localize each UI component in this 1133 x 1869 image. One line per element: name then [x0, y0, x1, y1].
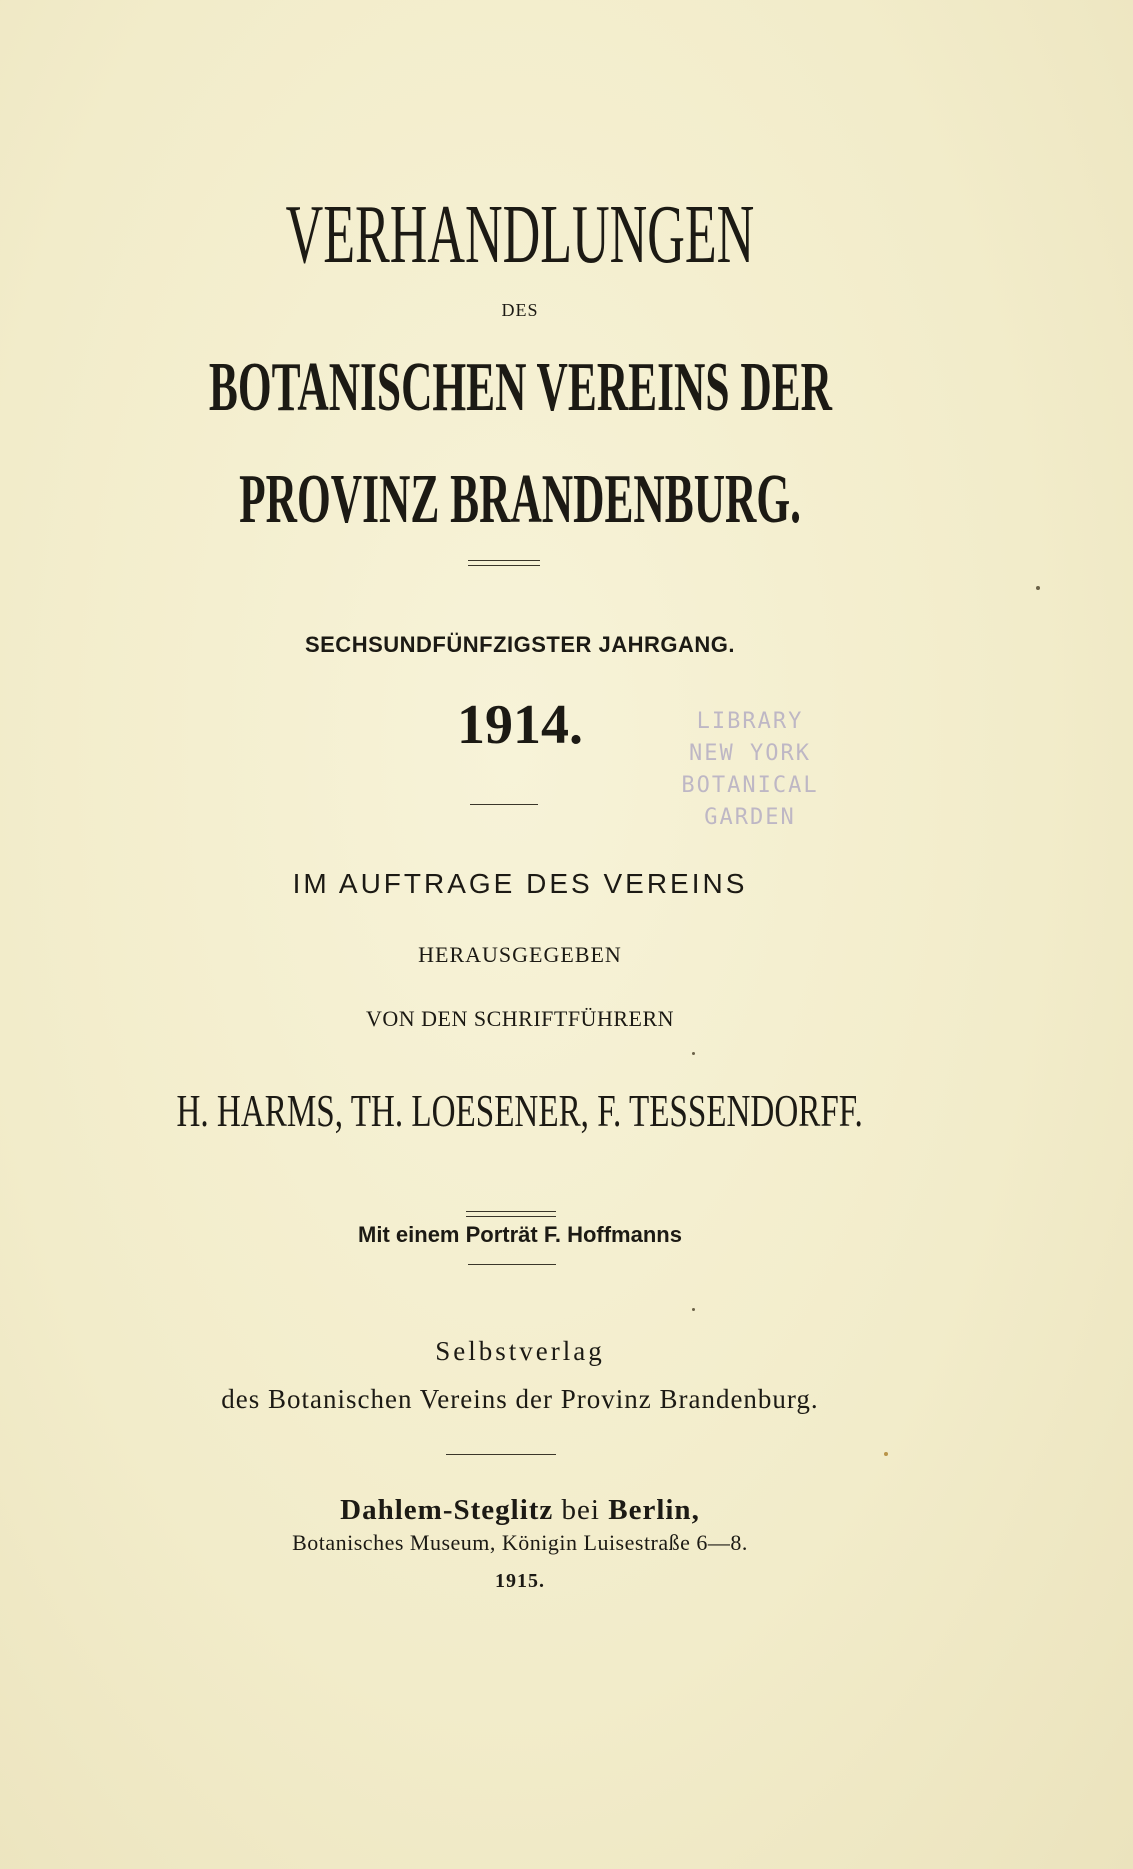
title-des: DES [501, 300, 539, 320]
library-stamp-line: NEW YORK [689, 741, 811, 766]
editors-names-text: H. HARMS, TH. LOESENER, F. TESSENDORFF. [176, 1085, 864, 1136]
library-stamp-line: LIBRARY [696, 709, 804, 734]
short-rule-divider [470, 804, 538, 805]
rule-divider [468, 1264, 556, 1265]
paper-speck [692, 1308, 695, 1311]
place-town: Dahlem-Steglitz [340, 1494, 554, 1526]
commission-line: IM AUFTRAGE DES VEREINS [292, 868, 748, 899]
library-stamp-line: BOTANICAL [681, 773, 819, 798]
paper-speck [884, 1452, 888, 1456]
place-city: Berlin, [608, 1494, 700, 1526]
title-society-line2 [0, 462, 1040, 538]
editor-by-line: VON DEN SCHRIFTFÜHRERN [365, 1006, 675, 1031]
publication-place [0, 1494, 1040, 1527]
double-rule-divider [466, 1211, 556, 1217]
double-rule-divider [468, 560, 540, 566]
title-society-line1 [0, 350, 1040, 426]
title-main-text: VERHANDLUNGEN [285, 188, 755, 281]
rule-divider [446, 1454, 556, 1455]
paper-speck [692, 1052, 695, 1055]
title-society-line1-text: BOTANISCHEN VEREINS DER [208, 349, 832, 426]
volume-year: 1914. [457, 694, 583, 756]
publication-year: 1915. [495, 1570, 545, 1592]
library-stamp [660, 706, 840, 834]
paper-speck [1036, 586, 1040, 590]
title-society-line2-text: PROVINZ BRANDENBURG. [239, 461, 801, 538]
library-stamp-line: GARDEN [704, 805, 796, 830]
volume-label: SECHSUNDFÜNFZIGSTER JAHRGANG. [304, 632, 736, 657]
portrait-note: Mit einem Porträt F. Hoffmanns [358, 1222, 682, 1247]
publisher-line2: des Botanischen Vereins der Provinz Brandenburg. [221, 1384, 819, 1414]
publisher-line1: Selbstverlag [435, 1336, 605, 1366]
place-bei: bei [561, 1494, 600, 1526]
publisher-address: Botanisches Museum, Königin Luisestraße 6—8. [292, 1530, 748, 1555]
editors-names [0, 1085, 1040, 1137]
editor-label: HERAUSGEGEBEN [418, 942, 622, 967]
title-main [0, 190, 1040, 280]
